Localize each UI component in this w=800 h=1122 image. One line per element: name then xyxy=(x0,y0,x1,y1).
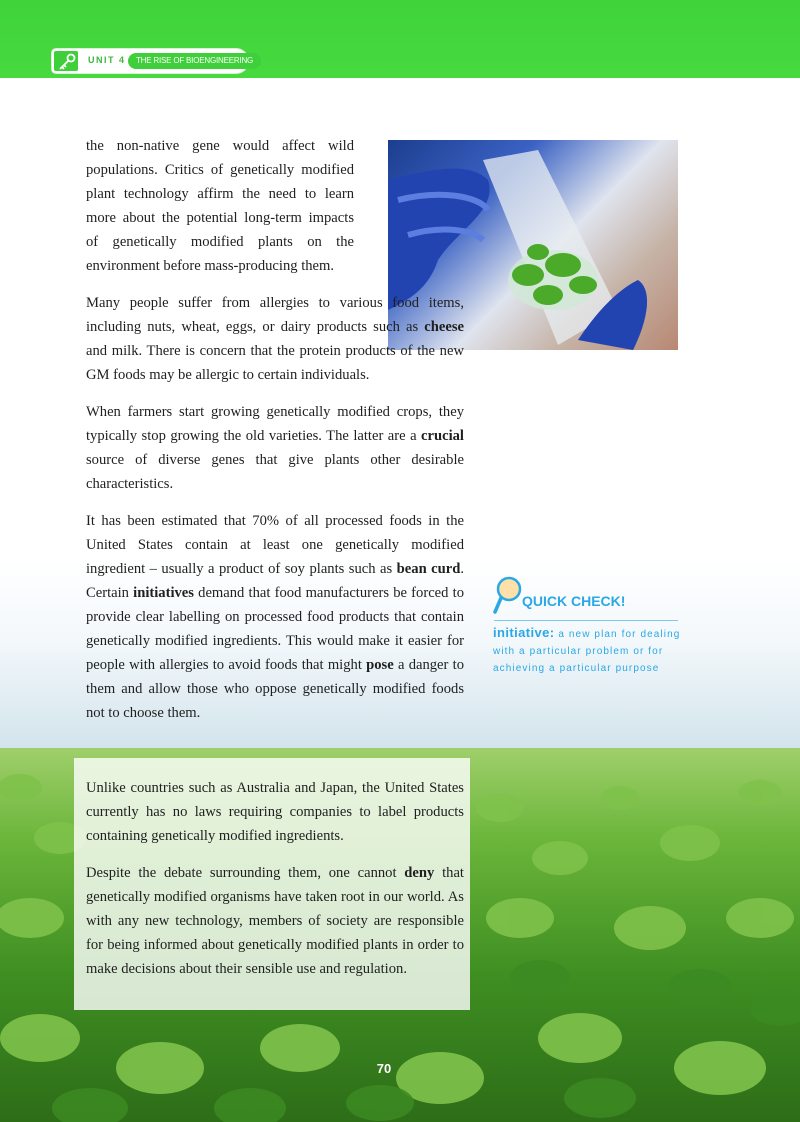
paragraph-1: the non-native gene would affect wild populations. Critics of genetically modified plant technology affirm the need to learn more about the potential long-term impacts of genetically modified plants on the environment before mass-producing them. xyxy=(86,138,354,274)
quick-check-definition: initiative: a new plan for dealing with a particular problem or for achieving a particular purpose xyxy=(493,625,681,674)
paragraph-5: Unlike countries such as Australia and Japan, the United States currently has no laws requiring companies to label products containing genetically modified ingredients. xyxy=(86,780,464,844)
paragraph-3: When farmers start growing genetically modified crops, they typically stop growing the old varieties. The latter are a crucial source of diverse genes that give plants other desirable characteristics. xyxy=(86,404,464,492)
unit-title: THE RISE OF BIOENGINEERING xyxy=(128,53,261,69)
paragraph-6: Despite the debate surrounding them, one cannot deny that genetically modified organisms have taken root in our world. As with any new technology, members of society are responsible for being informed about genetically modified plants in order to make decisions about their sensible use and regulation. xyxy=(86,865,464,977)
quick-check-term: initiative: xyxy=(493,625,555,640)
unit-label: UNIT 4 xyxy=(88,55,126,65)
quick-check-divider xyxy=(494,620,678,621)
paragraph-2: Many people suffer from allergies to various food items, including nuts, wheat, eggs, or dairy products such as cheese and milk. There is concern that the protein products of the new GM foods may be allergic to certain individuals. xyxy=(86,295,464,383)
paragraph-4: It has been estimated that 70% of all processed foods in the United States contain at least one genetically modified ingredient – usually a product of soy plants such as bean curd. Certain initiatives demand that food manufacturers be forced to provide clear labelling on processed food products that contain genetically modified ingredients. This would make it easier for people with allergies to avoid foods that might pose a danger to them and allow those who oppose genetically modified foods not to choose them. xyxy=(86,513,465,721)
key-icon xyxy=(52,49,80,73)
page-number: 70 xyxy=(376,1061,392,1076)
article-body xyxy=(86,134,464,738)
magnifier-icon xyxy=(492,576,522,621)
article-body-continued xyxy=(86,776,464,994)
quick-check-title: QUICK CHECK! xyxy=(522,593,626,609)
